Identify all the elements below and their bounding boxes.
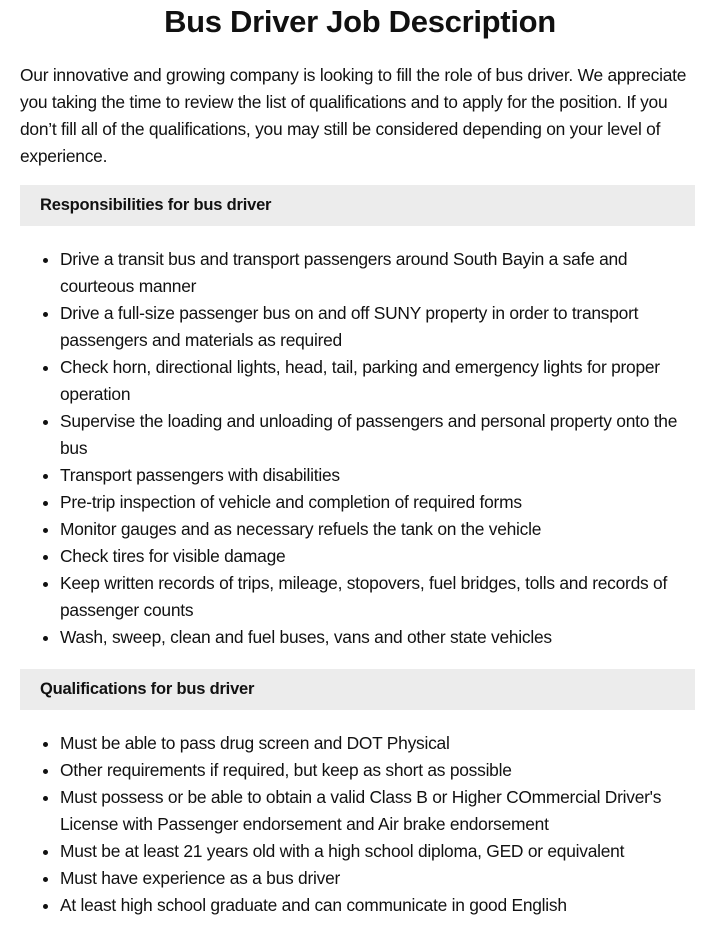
list-item: • Must be at least 21 years old with a high school diploma, GED or equivalent [60,838,690,865]
list-item: • Check tires for visible damage [60,543,690,570]
list-item: • Other requirements if required, but keep as short as possible [60,757,690,784]
list-item: • Check horn, directional lights, head, tail, parking and emergency lights for proper operation [60,354,690,408]
list-item: • Keep written records of trips, mileage, stopovers, fuel bridges, tolls and records of passenger counts [60,570,690,624]
list-item: • At least high school graduate and can communicate in good English [60,892,690,919]
list-item: • Drive a transit bus and transport passengers around South Bayin a safe and courteous manner [60,246,690,300]
intro-paragraph: Our innovative and growing company is looking to fill the role of bus driver. We appreciate you taking the time to review the list of qualifications and to apply for the position. If you don’t fill all of the qualifications, you may still be considered depending on your level of experience. [20,65,687,166]
responsibilities-heading: Responsibilities for bus driver [20,185,695,226]
list-item: • Must possess or be able to obtain a valid Class B or Higher COmmercial Driver's License with Passenger endorsement and Air brake endorsement [60,784,690,838]
responsibilities-list [20,246,690,651]
list-item: • Wash, sweep, clean and fuel buses, vans and other state vehicles [60,624,690,651]
list-item: • Drive a full-size passenger bus on and off SUNY property in order to transport passengers and materials as required [60,300,690,354]
list-item: • Transport passengers with disabilities [60,462,690,489]
list-item: • Monitor gauges and as necessary refuels the tank on the vehicle [60,516,690,543]
list-item: • Pre-trip inspection of vehicle and completion of required forms [60,489,690,516]
list-item: • Must be able to pass drug screen and DOT Physical [60,730,690,757]
list-item: • Must have experience as a bus driver [60,865,690,892]
page-title: Bus Driver Job Description [164,4,556,39]
qualifications-heading: Qualifications for bus driver [20,669,695,710]
list-item: • Supervise the loading and unloading of passengers and personal property onto the bus [60,408,690,462]
qualifications-list [20,730,690,919]
